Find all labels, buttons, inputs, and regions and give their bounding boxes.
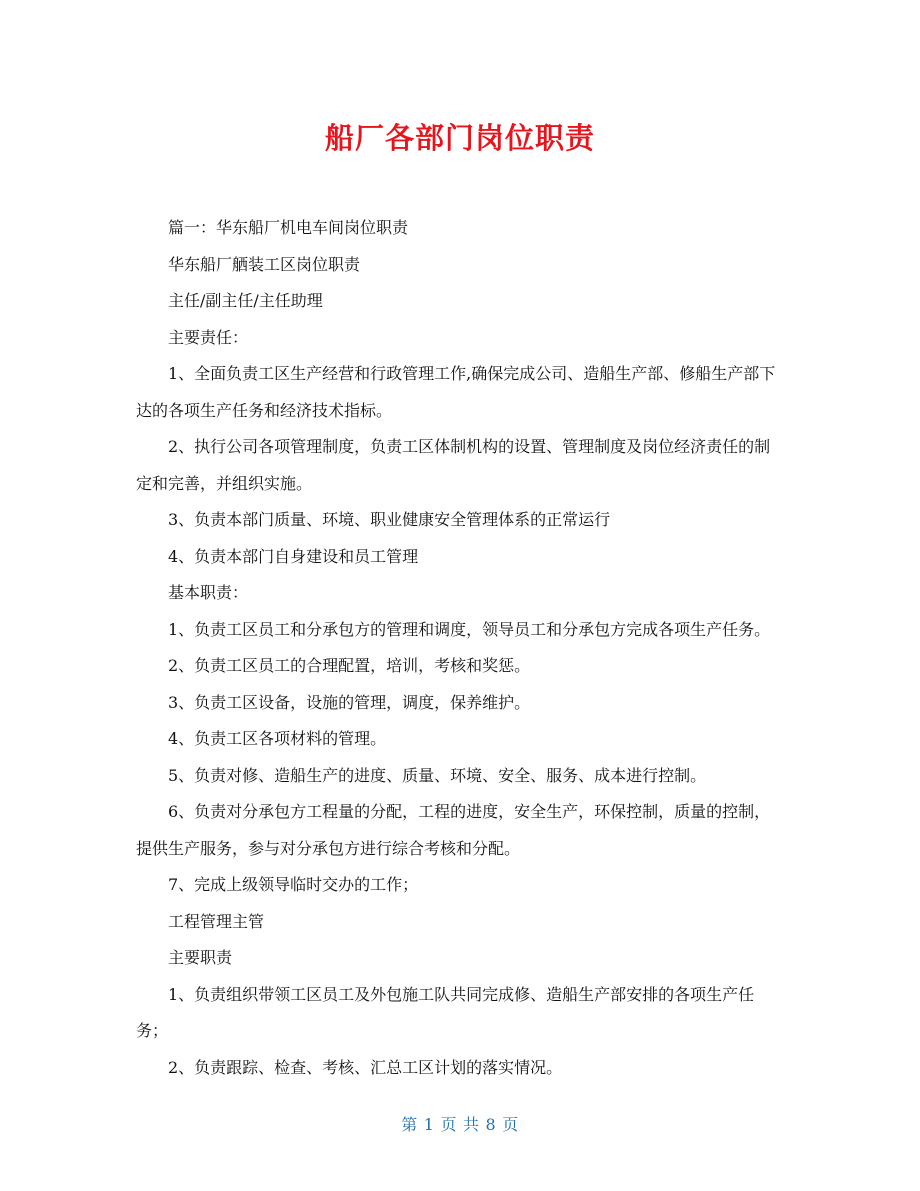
paragraph-10: 1、负责工区员工和分承包方的管理和调度，领导员工和分承包方完成各项生产任务。 [168, 619, 771, 639]
paragraph-2: 华东船厂舾装工区岗位职责 [168, 254, 361, 274]
footer-unit-label-2: 页 [502, 1115, 519, 1134]
paragraph-17: 工程管理主管 [168, 911, 265, 931]
paragraph-18: 主要职责 [168, 948, 233, 967]
footer-page-label: 第 [401, 1115, 418, 1134]
page-footer [0, 1112, 920, 1135]
footer-current-page: 1 [423, 1115, 435, 1134]
paragraph-13: 4、负责工区各项材料的管理。 [168, 729, 387, 748]
paragraph-20: 2、负责跟踪、检查、考核、汇总工区计划的落实情况。 [168, 1057, 563, 1077]
paragraph-4: 主要责任： [168, 327, 249, 347]
footer-total-label: 共 [463, 1115, 480, 1134]
document-title: 船厂各部门岗位职责 [324, 121, 595, 155]
paragraph-14: 5、负责对修、造船生产的进度、质量、环境、安全、服务、成本进行控制。 [168, 765, 707, 785]
paragraph-9: 基本职责： [168, 583, 249, 602]
document-body [136, 210, 786, 1086]
paragraph-1: 篇一：华东船厂机电车间岗位职责 [168, 218, 409, 237]
paragraph-6: 2、执行公司各项管理制度，负责工区体制机构的设置、管理制度及岗位经济责任的制定和完善，并组织实施。 [136, 437, 771, 493]
paragraph-7: 3、负责本部门质量、环境、职业健康安全管理体系的正常运行 [168, 510, 611, 529]
paragraph-11: 2、负责工区员工的合理配置，培训，考核和奖惩。 [168, 656, 531, 675]
paragraph-12: 3、负责工区设备，设施的管理，调度，保养维护。 [168, 692, 531, 712]
paragraph-19: 1、负责组织带领工区员工及外包施工队共同完成修、造船生产部安排的各项生产任务； [136, 984, 755, 1040]
paragraph-15: 6、负责对分承包方工程量的分配，工程的进度，安全生产，环保控制，质量的控制，提供生产服务，参与对分承包方进行综合考核和分配。 [136, 802, 771, 858]
paragraph-8: 4、负责本部门自身建设和员工管理 [168, 546, 419, 566]
paragraph-5: 1、全面负责工区生产经营和行政管理工作,确保完成公司、造船生产部、修船生产部下达的各项生产任务和经济技术指标。 [136, 364, 776, 420]
footer-unit-label: 页 [440, 1115, 457, 1134]
paragraph-16: 7、完成上级领导临时交办的工作； [168, 875, 419, 894]
paragraph-3: 主任/副主任/主任助理 [168, 291, 323, 310]
footer-total-pages: 8 [485, 1115, 497, 1134]
